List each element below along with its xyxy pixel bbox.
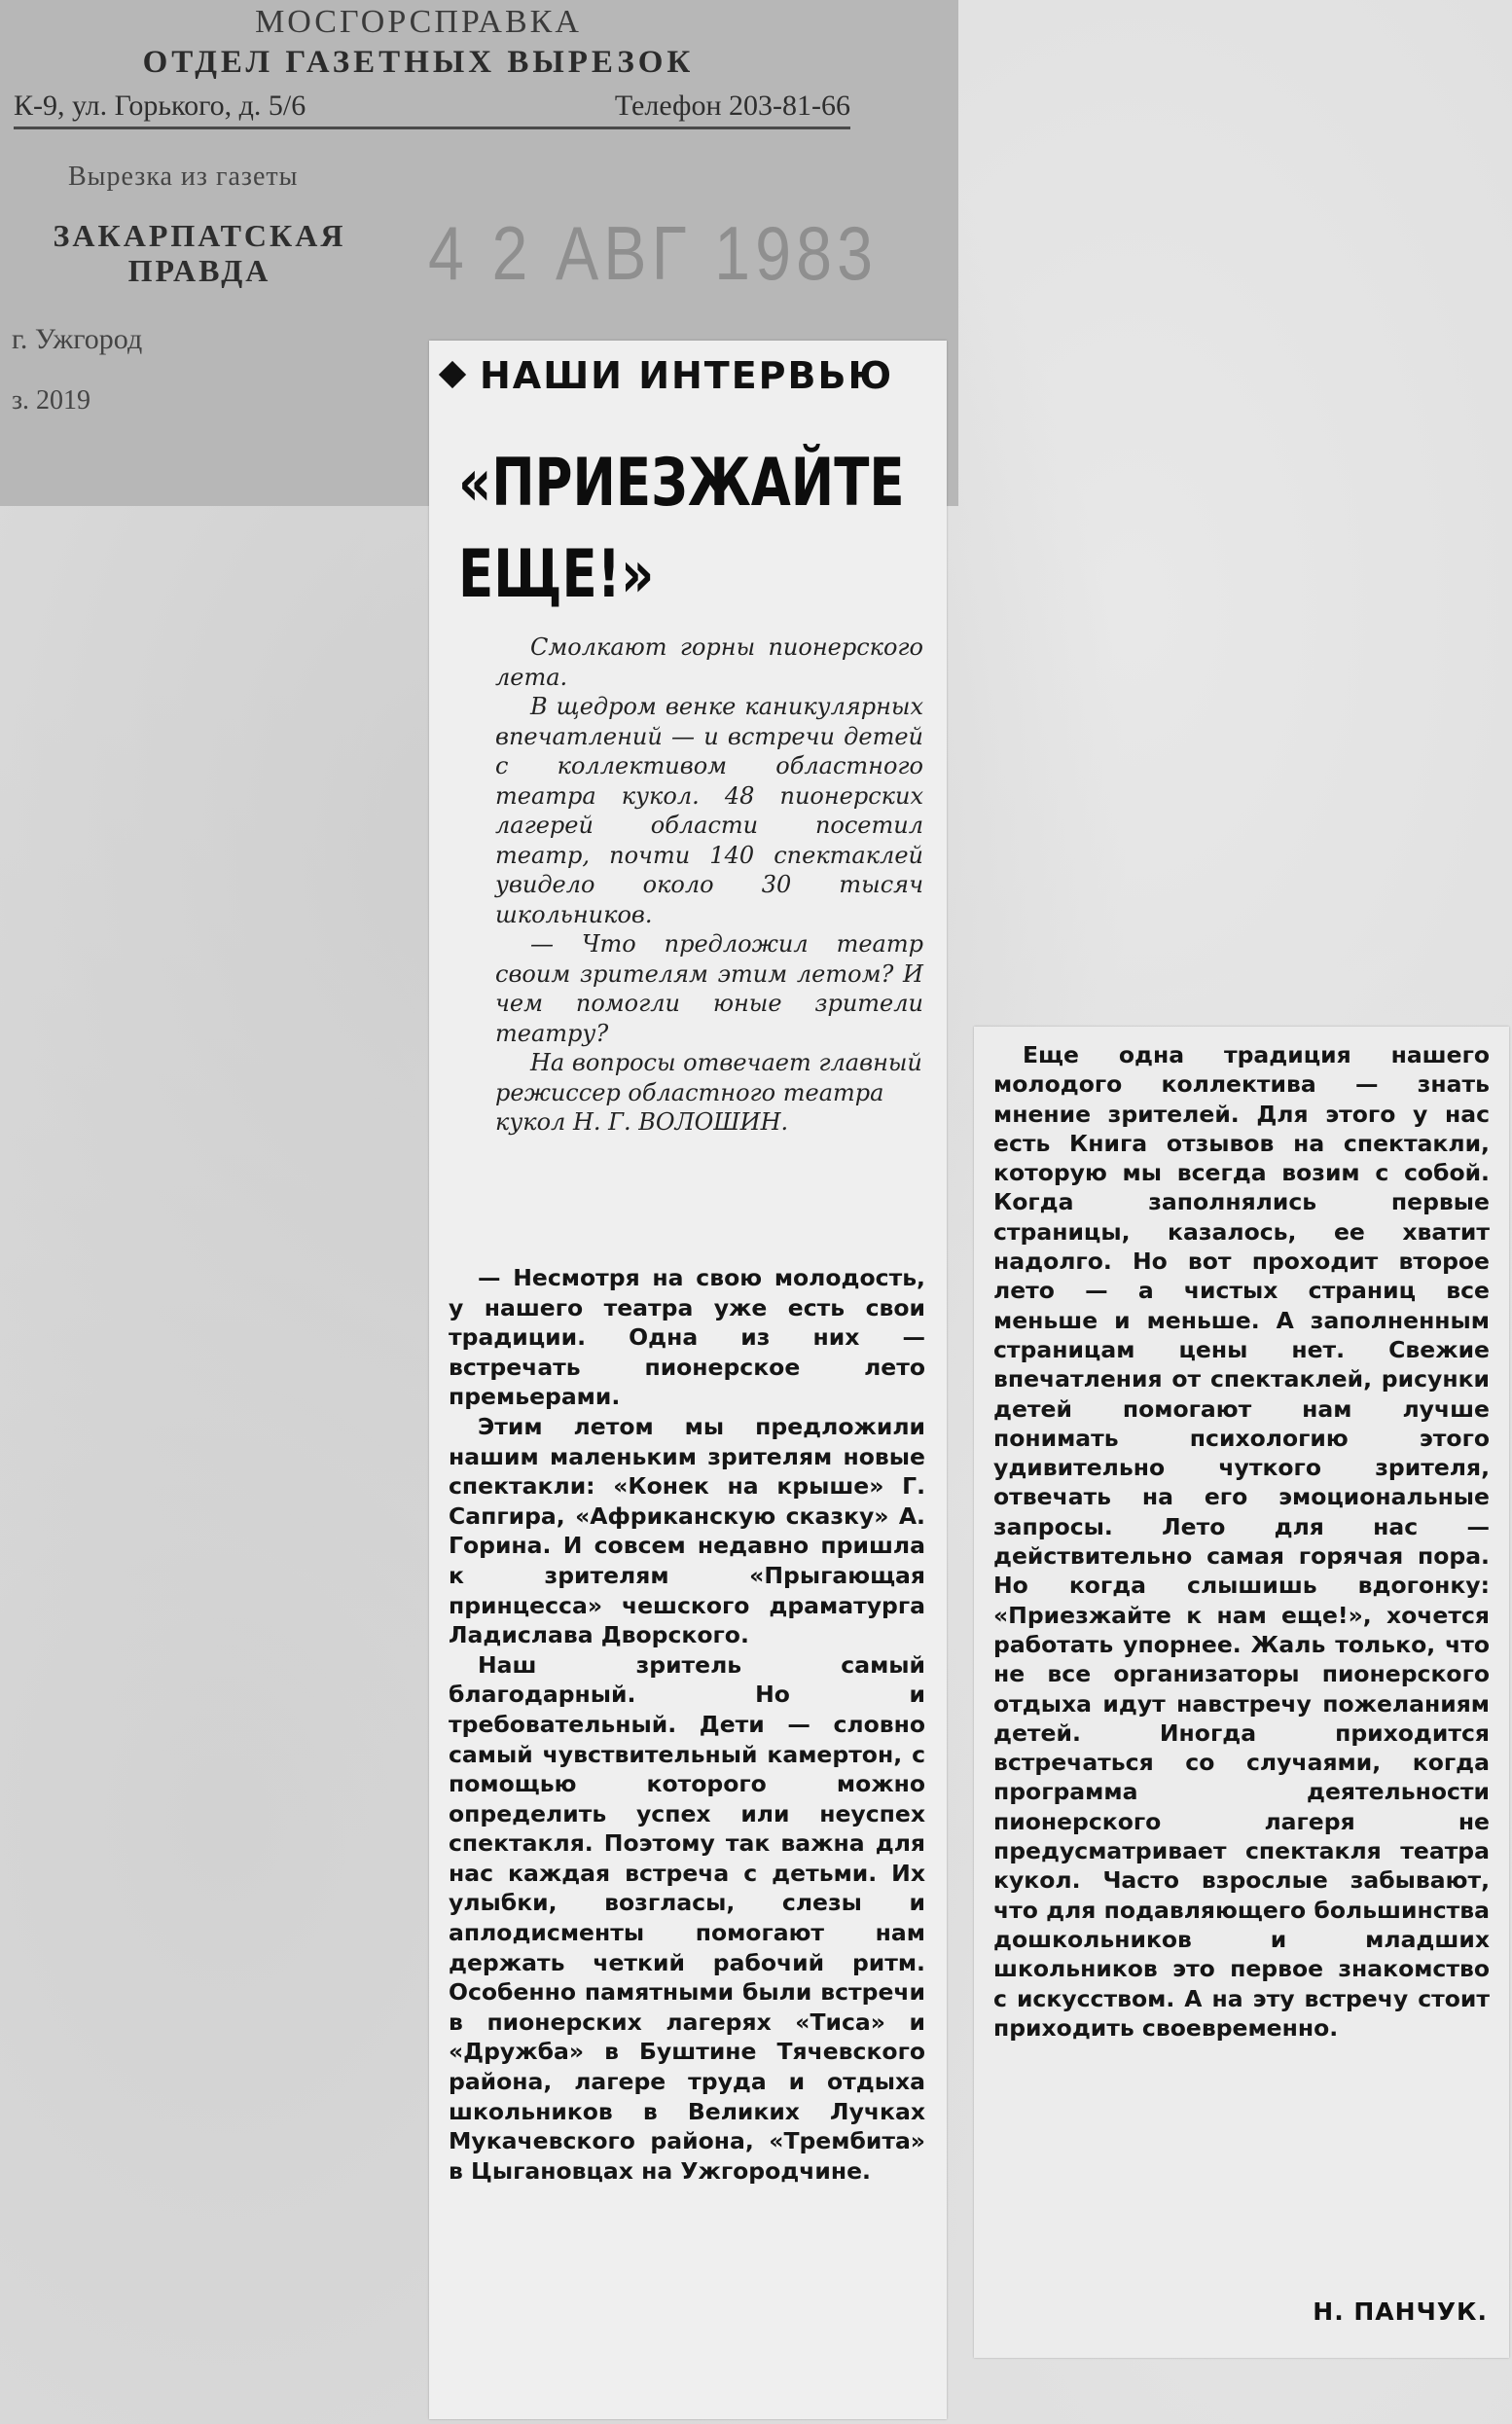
cutting-from-label: Вырезка из газеты [68,162,299,192]
lead-paragraph: На вопросы отвечает главный режиссер областного театра кукол Н. Г. ВОЛОШИН. [495,1049,922,1136]
newspaper-name-line2: ПРАВДА [127,253,271,288]
rubric-text: НАШИ ИНТЕРВЬЮ [480,354,894,397]
lead-paragraph: — Что предложил театр своим зрителям этим летом? И чем помогли юные зрители театру? [495,930,923,1047]
article-column-1 [429,341,947,2419]
lead-paragraph: Смолкают горны пионерского лета. [495,633,923,691]
article-body-column-1 [449,1263,925,2186]
bureau-phone: Телефон 203-81-66 [614,90,850,122]
bureau-department: ОТДЕЛ ГАЗЕТНЫХ ВЫРЕЗОК [142,45,695,80]
body-paragraph: — Несмотря на свою молодость, у нашего театра уже есть свои традиции. Одна из них — встречать пионерское лето премьерами. [449,1264,925,1411]
rubric [443,354,893,397]
article-body-column-2 [993,1040,1490,2043]
bureau-contacts [14,90,850,129]
article-column-2 [974,1027,1509,2358]
body-paragraph: Этим летом мы предложили нашим маленьким зрителям новые спектакли: «Конек на крыше» Г. Сапгира, «Африканскую сказку» А. Горина. И совсем недавно пришла к зрителям «Прыгающая принцесса» чешского драматурга Ладислава Дворского. [449,1412,925,1649]
date-stamp: 4 2 АВГ 1983 [428,210,879,296]
author-signature: Н. ПАНЧУК. [1313,2297,1488,2326]
diamond-icon [439,360,466,387]
article-lead [495,633,923,1138]
body-paragraph: Наш зритель самый благодарный. Но и требовательный. Дети — словно самый чувствительный камертон, с помощью которого можно определить успех или неуспех спектакля. Поэтому так важна для нас каждая встреча с детьми. Их улыбки, возгласы, слезы и аплодисменты помогают нам держать четкий рабочий ритм. Особенно памятными были встречи в пионерских лагерях «Тиса» и «Дружба» в Буштине Тячевского района, лагере труда и отдыха школьников в Великих Лучках Мукачевского района, «Трембита» в Цыгановцах на Ужгородчине. [449,1650,925,2185]
body-paragraph: Еще одна традиция нашего молодого коллектива — знать мнение зрителей. Для этого у нас есть Книга отзывов на спектакли, которую мы всегда возим с собой. Когда заполнялись первые страницы, казалось, ее хватит надолго. Но вот проходит второе лето — а чистых страниц все меньше и меньше. А заполненным страницам цены нет. Свежие впечатления от спектаклей, рисунки детей помогают нам лучше понимать психологию этого удивительно чуткого зрителя, отвечать на его эмоциональные запросы. Лето для нас — действительно самая горячая пора. Но когда слышишь вдогонку: «Приезжайте к нам еще!», хочется работать упорнее. Жаль только, что не все организаторы пионерского отдыха идут навстречу пожеланиям детей. Иногда приходится встречаться со случаями, когда программа деятельности пионерского лагеря не предусматривает спектакля театра кукол. Часто взрослые забывают, что для подавляющего большинства дошкольников и младших школьников это первое знакомство с искусством. А на эту встречу стоит приходить своевременно. [993,1041,1490,2042]
order-number: з. 2019 [12,385,91,416]
headline: «ПРИЕЗЖАЙТЕ ЕЩЕ!» [458,445,905,613]
bureau-name: МОСГОРСПРАВКА [255,4,582,40]
newspaper-city: г. Ужгород [12,323,143,355]
newspaper-name-line1: ЗАКАРПАТСКАЯ [53,218,346,253]
lead-paragraph: В щедром венке каникулярных впечатлений — и встречи детей с коллективом областного театра кукол. 48 пионерских лагерей области посетил театр, почти 140 спектаклей увидело около 30 тысяч школьников. [495,693,923,928]
bureau-address: К-9, ул. Горького, д. 5/6 [14,90,306,122]
